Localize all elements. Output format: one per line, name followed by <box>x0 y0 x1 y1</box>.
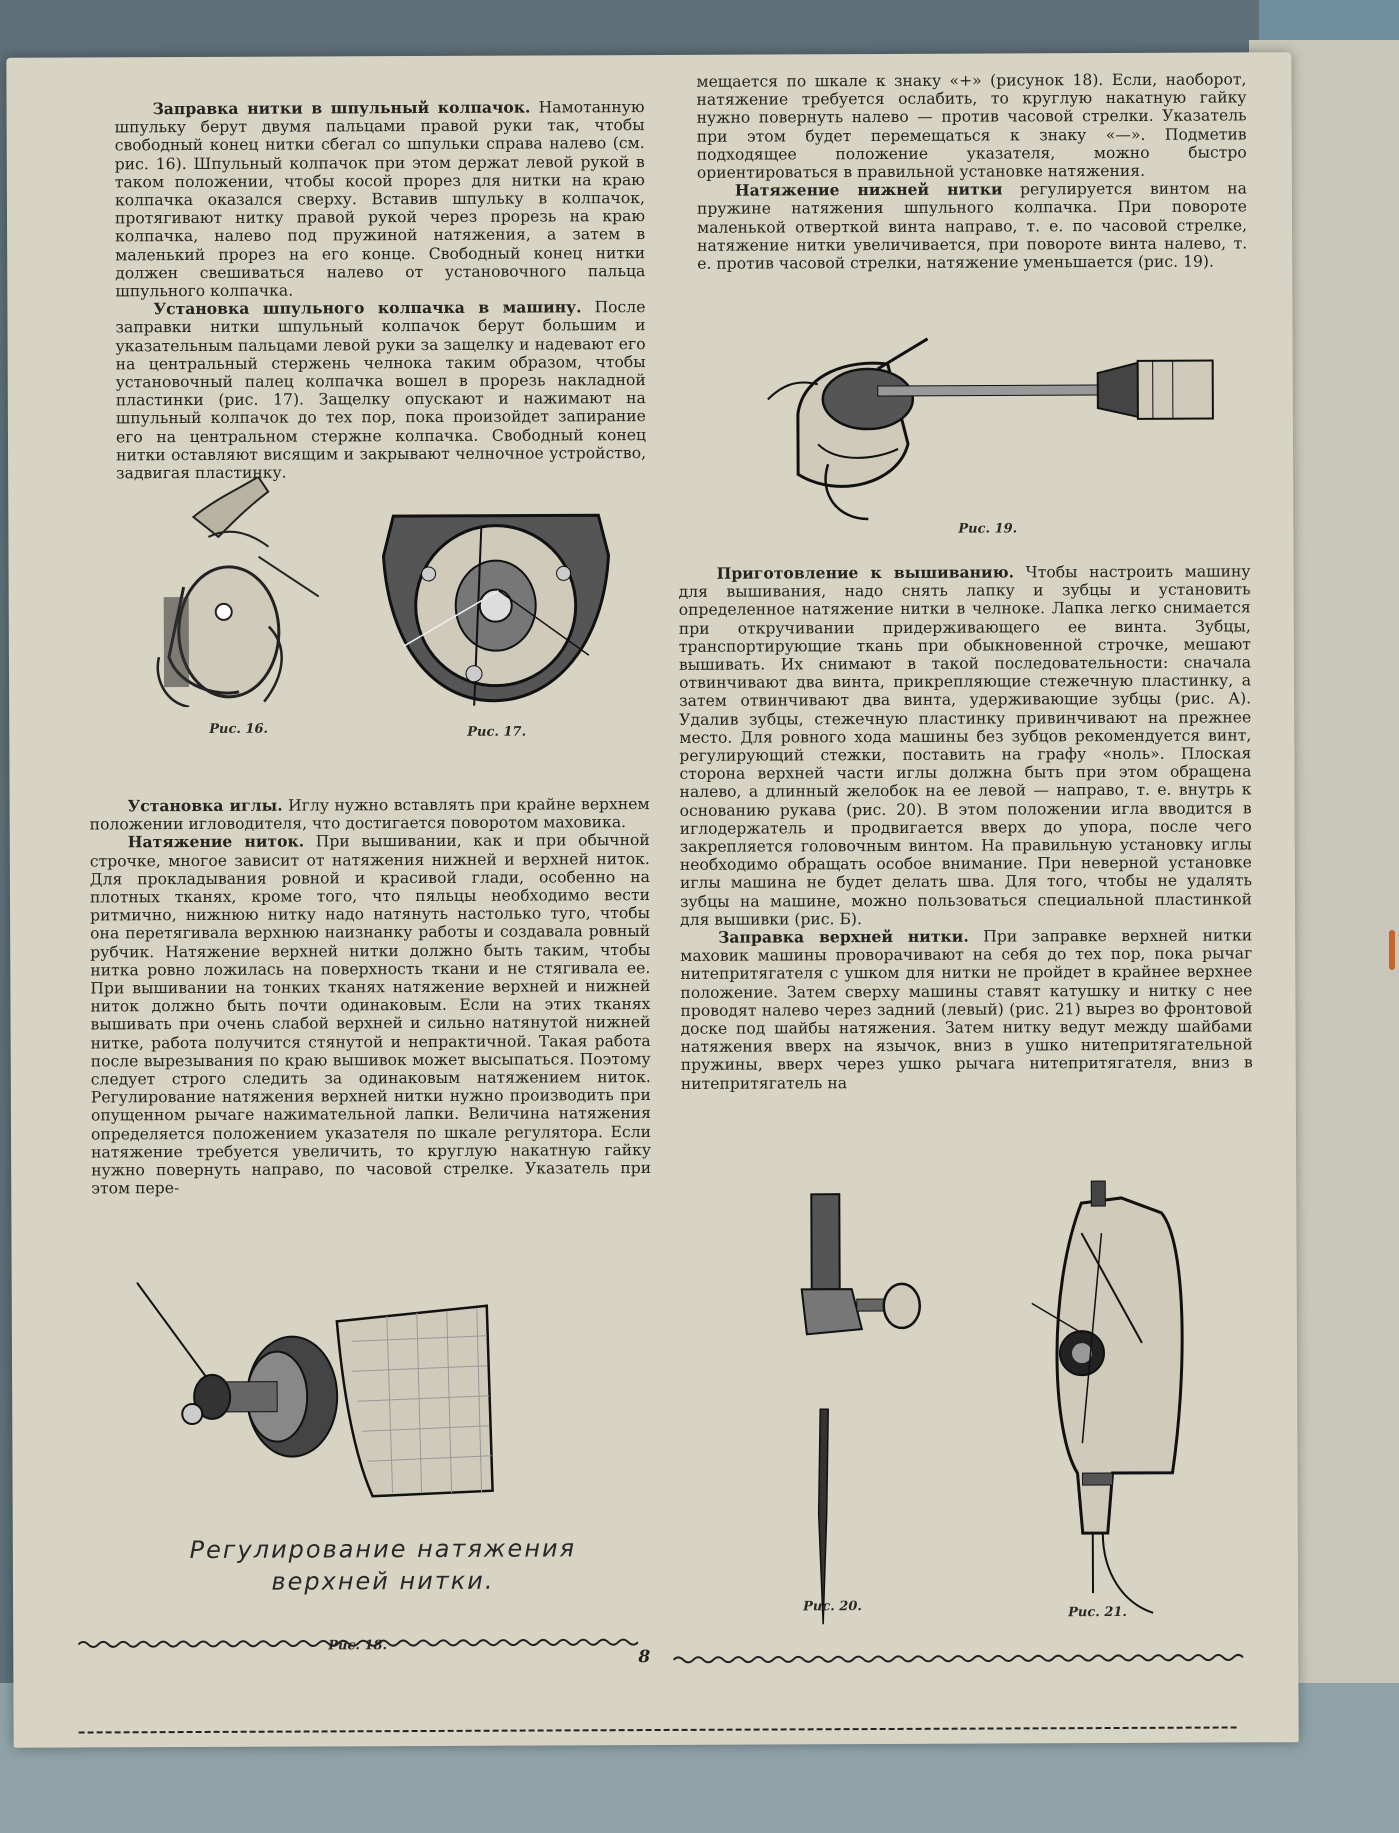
paragraph <box>697 180 1247 273</box>
figure-19-caption: Рис. 19. <box>958 521 1018 537</box>
paragraph-text: При заправке верхней нитки маховик машины проворачивают на себя до тех пор, пока рычаг нитепритягателя с ушком для нитки не пройдет в крайнее верхнее положение. Затем сверху машины ставят катушку и нитку с нее проводят налево через задний (левый) (рис. 21) вырез во фронтовой доске под шайбы натяжения. Затем нитку ведут между шайбами натяжения вверх на язычок, вниз в ушко нитепритягательной пружины, вверх через ушко рычага нитепритягателя, вниз в нитепритягатель на <box>680 926 1253 1093</box>
paragraph-text: регулируется винтом на пружине натяжения шпульного колпачка. При повороте маленькой отверткой винта направо, т. е. по часовой стрелке, натяжение нитки увеличивается, при повороте винта налево, т. е. против часовой стрелки, натяжение уменьшается (рис. 19). <box>696 179 1248 273</box>
book-page <box>6 52 1298 1748</box>
bottom-wavy-rule-right <box>673 1652 1243 1664</box>
handwritten-line-1: Регулирование натяжения <box>189 1534 577 1565</box>
paragraph-text: После заправки нитки шпульный колпачок берут большим и указательным пальцами левой руки за защелку и надевают его на центральный стержень челнока таким образом, чтобы установочный палец колпачка вошел в прорезь накладной пластинки (рис. 17). Защелку опускают и нажимают на шпульный колпачок до тех пор, пока произойдет запирание его на центральном стержне колпачка. Свободный конец нитки оставляют висящим и закрывают челночное устройство, задвигая пластинку. <box>115 298 647 483</box>
figure-20-caption: Рис. 20. <box>803 1599 862 1615</box>
figure-21-machine-head-drawing <box>1011 1173 1213 1644</box>
figure-20-needle-drawing <box>791 1184 933 1635</box>
figure-18-caption: Рис. 18. <box>328 1638 388 1654</box>
paragraph-heading: Заправка нитки в шпульный колпачок. <box>152 97 531 119</box>
figure-16-bobbin-case-drawing <box>148 476 329 707</box>
orange-page-mark <box>1389 930 1395 970</box>
figure-16-caption: Рис. 16. <box>209 721 269 737</box>
paragraph-heading: Установка шпульного колпачка в машину. <box>153 297 582 319</box>
paragraph-text: При вышивании, как и при обычной строчке, многое зависит от натяжения нижней и верхней ниток. Для прокладывания ровной и красивой глади, особенно на плотных тканях, кроме того, что пяльцы необходимо вести ритмично, нижнюю нитку надо натянуть настолько туго, чтобы она перетягивала верхнюю наизнанку работы и создавала ровный рубчик. Натяжение верхней нитки должно быть таким, чтобы нитка ровно ложилась на поверхность ткани и не стягивала ее. При вышивании на тонких тканях натяжение верхней и нижней ниток должно быть почти одинаковым. Если на этих тканях вышивать при очень слабой верхней и сильно натянутой нижней нитке, работа получится стянутой и непрактичной. Такая работа после вырезывания по краю вышивок может высыпаться. Поэтому следует строго следить за одинаковым натяжением ниток. Регулирование натяжения верхней нитки нужно производить при опущенном рычаге нажимательной лапки. Величина натяжения определяется положением указателя по шкале регулятора. Если натяжение требуется увеличить, то круглую накатную гайку нужно повернуть направо, по часовой стрелке. Указатель при этом пере- <box>89 831 652 1198</box>
paragraph-heading: Натяжение нижней нитки <box>734 179 1003 200</box>
left-top-column <box>115 98 647 483</box>
paragraph-heading: Установка иглы. <box>127 795 283 816</box>
paragraph <box>90 831 652 1198</box>
paragraph <box>90 795 650 834</box>
bottom-wavy-rule-left <box>78 1637 638 1649</box>
paragraph-heading: Приготовление к вышиванию. <box>716 562 1015 583</box>
paragraph-text: Чтобы настроить машину для вышивания, надо снять лапку и зубцы и установить определенное натяжение нитки в челноке. Лапка легко снимается при откручивании придерживающего ее винта. Зубцы, транспортирующие ткань при обыкновенной строчке, мешают вышивать. Их снимают в такой последовательности: сначала отвинчивают два винта, прикрепляющие стежечную пластинку, а затем отвинчивают два винта, удерживающие зубцы (рис. А). Удалив зубцы, стежечную пластинку привинчивают на прежнее место. Для ровного хода машины без зубцов рекомендуется винт, регулирующий стежки, поставить на графу «ноль». Плоская сторона верхней части иглы должна быть при этом обращена налево, а длинный желобок на ее левой — направо, т. е. внутрь к основанию рукава (рис. 20). В этом положении игла вводится в иглодержатель и продвигается вверх до упора, после чего закрепляется головочным винтом. На правильную установку иглы необходимо обращать особое внимание. При неверной установке иглы машина не будет делать шва. Для того, чтобы не удалять зубцы на машине, можно пользоваться специальной пластинкой для вышивки (рис. Б). <box>678 562 1253 929</box>
paragraph-text: Иглу нужно вставлять при крайне верхнем положении игловодителя, что достигается поворотом маховика. <box>89 795 650 834</box>
figure-18-tension-regulator-drawing <box>137 1281 498 1523</box>
paragraph-text: Намотанную шпульку берут двумя пальцами правой руки так, чтобы свободный конец нитки сбегал со шпульки справа налево (см. рис. 16). Шпульный колпачок при этом держат левой рукой в таком положении, чтобы косой прорез для нитки на краю колпачка оказался сверху. Вставив шпульку в колпачок, протягивают нитку правой рукой через прорезь на краю колпачка, налево под пружиной натяжения, а затем в маленький прорез на его конце. Свободный конец нитки должен свешиваться налево от установочного пальца шпульного колпачка. <box>114 98 646 301</box>
figure-18-handwritten-label <box>173 1532 593 1598</box>
paragraph-heading: Заправка верхней нитки. <box>718 926 969 947</box>
figure-17-caption: Рис. 17. <box>467 724 527 740</box>
page-number: 8 <box>638 1647 651 1668</box>
paragraph <box>679 562 1253 929</box>
paragraph <box>115 298 646 482</box>
bottom-wavy-rule-lower <box>79 1722 1239 1737</box>
paragraph <box>115 98 646 301</box>
figure-21-caption: Рис. 21. <box>1068 1604 1127 1621</box>
left-mid-column <box>90 795 652 1198</box>
paragraph <box>696 70 1246 182</box>
handwritten-line-2: верхней нитки. <box>271 1566 495 1596</box>
paragraph-text: мещается по шкале к знаку «+» (рисунок 18). Если, наоборот, натяжение требуется ослабить, то круглую накатную гайку нужно повернуть налево — против часовой стрелки. Указатель при этом будет перемещаться к знаку «—». Подметив подходящее положение указателя, можно быстро ориентироваться в правильной установке натяжения. <box>696 70 1247 182</box>
right-top-column <box>696 70 1247 273</box>
figure-17-shuttle-drawing <box>373 495 619 706</box>
right-mid-column <box>679 562 1253 1092</box>
figure-19-screwdriver-drawing <box>757 323 1218 525</box>
paragraph-heading: Натяжение ниток. <box>127 831 305 852</box>
paragraph <box>680 926 1253 1092</box>
